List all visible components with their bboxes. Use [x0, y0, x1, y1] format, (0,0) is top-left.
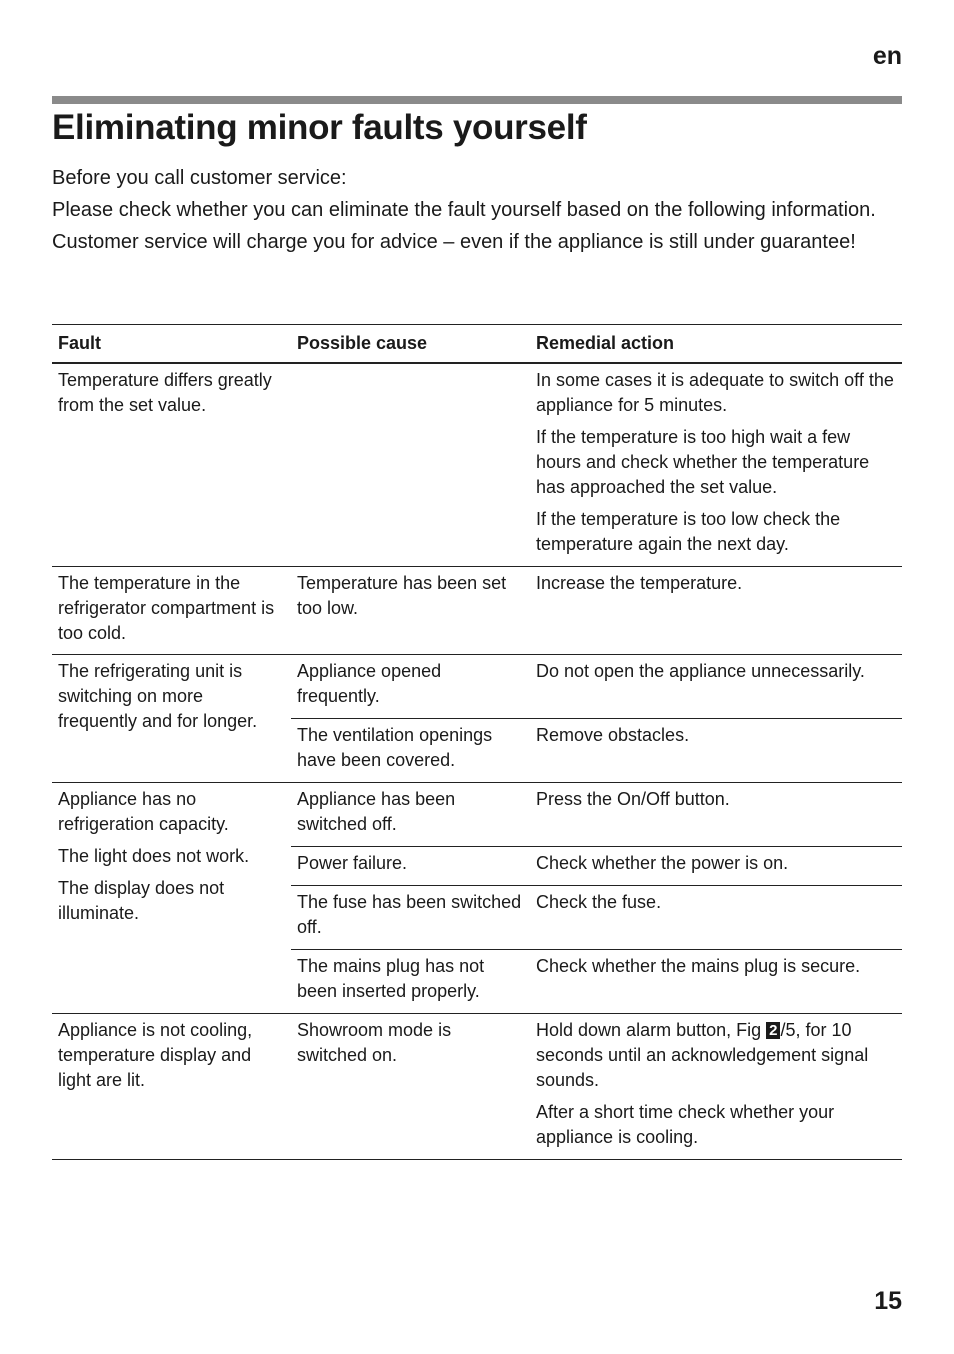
cause-rows: [291, 1014, 902, 1159]
fault-text: The display does not illuminate.: [58, 878, 225, 923]
fault-text: Appliance has no refrigeration capacity.: [58, 789, 229, 834]
action-text: In some cases it is adequate to switch off the appliance for 5 minutes.: [536, 370, 894, 415]
intro-text: [52, 166, 902, 262]
action-text: Do not open the appliance unnecessarily.: [536, 661, 865, 681]
table-row: [291, 1014, 902, 1159]
fault-group: [52, 363, 902, 566]
table-row: [291, 846, 902, 885]
fault-group: [52, 782, 902, 1013]
cause-cell: Temperature has been set too low.: [297, 573, 507, 618]
action-text: Check the fuse.: [536, 892, 662, 912]
action-text-start: Hold down alarm button, Fig: [536, 1020, 767, 1040]
troubleshooting-table: [52, 324, 902, 1160]
action-cell: [530, 954, 902, 1004]
action-cell: [530, 571, 902, 621]
action-text: Remove obstacles.: [536, 725, 690, 745]
action-cell: [530, 1018, 902, 1150]
action-text: Increase the temperature.: [536, 573, 743, 593]
cause-cell: The ventilation openings have been covered.: [297, 725, 493, 770]
column-header-action: Remedial action: [536, 333, 675, 353]
action-cell: [530, 851, 902, 876]
column-header-fault: Fault: [58, 333, 101, 353]
action-text: Check whether the power is on.: [536, 853, 789, 873]
cause-cell: The fuse has been switched off.: [297, 892, 522, 937]
header-rule: [52, 96, 902, 104]
fault-text: Temperature differs greatly from the set value.: [58, 370, 272, 415]
fault-text: Appliance is not cooling, temperature display and light are lit.: [58, 1020, 253, 1090]
cause-cell: Power failure.: [297, 853, 408, 873]
cause-cell: Appliance has been switched off.: [297, 789, 456, 834]
cause-cell: Appliance opened frequently.: [297, 661, 442, 706]
intro-paragraph: Please check whether you can eliminate the fault yourself based on the following information.: [52, 199, 876, 221]
cause-cell: [291, 368, 530, 557]
cause-rows: [291, 567, 902, 654]
action-cell: [530, 368, 902, 557]
language-code: en: [872, 42, 902, 70]
action-text: If the temperature is too high wait a few hours and check whether the temperature has approached the set value.: [536, 427, 870, 497]
fault-text: The light does not work.: [58, 846, 250, 866]
cause-rows: [291, 783, 902, 1013]
column-header-cause: Possible cause: [297, 333, 428, 353]
fault-cell: [52, 1014, 291, 1159]
cause-cell: The mains plug has not been inserted properly.: [297, 956, 485, 1001]
cause-cell: Showroom mode is switched on.: [297, 1020, 452, 1065]
action-text-end: /5, for 10 seconds until an acknowledgement signal sounds.: [536, 1020, 869, 1090]
action-text: Press the On/Off button.: [536, 789, 730, 809]
intro-paragraph: Customer service will charge you for advice – even if the appliance is still under guarantee!: [52, 231, 856, 253]
action-cell: [530, 890, 902, 940]
fault-cell: [52, 783, 291, 1013]
fault-text: The refrigerating unit is switching on more frequently and for longer.: [58, 661, 258, 731]
table-row: [291, 783, 902, 846]
table-row: [291, 949, 902, 1013]
table-row: [291, 655, 902, 718]
action-cell: [530, 659, 902, 709]
cause-rows: [291, 655, 902, 782]
table-row: [291, 567, 902, 630]
table-header-row: [52, 325, 902, 363]
fault-group: [52, 654, 902, 782]
table-row: [291, 718, 902, 782]
action-text: After a short time check whether your appliance is cooling.: [536, 1102, 835, 1147]
action-text: If the temperature is too low check the temperature again the next day.: [536, 509, 841, 554]
action-cell: [530, 787, 902, 837]
page-title: Eliminating minor faults yourself: [52, 108, 587, 147]
page-number: 15: [874, 1287, 902, 1315]
table-row: [291, 364, 902, 566]
action-text: [536, 1018, 896, 1093]
fault-text: The temperature in the refrigerator compartment is too cold.: [58, 573, 275, 643]
figure-number-badge: 2: [766, 1022, 780, 1039]
fault-cell: [52, 655, 291, 782]
fault-group: [52, 566, 902, 654]
table-row: [291, 885, 902, 949]
action-cell: [530, 723, 902, 773]
action-text: Check whether the mains plug is secure.: [536, 956, 861, 976]
intro-paragraph: Before you call customer service:: [52, 167, 347, 189]
fault-cell: [52, 567, 291, 654]
fault-cell: [52, 364, 291, 566]
fault-group: [52, 1013, 902, 1159]
cause-rows: [291, 364, 902, 566]
